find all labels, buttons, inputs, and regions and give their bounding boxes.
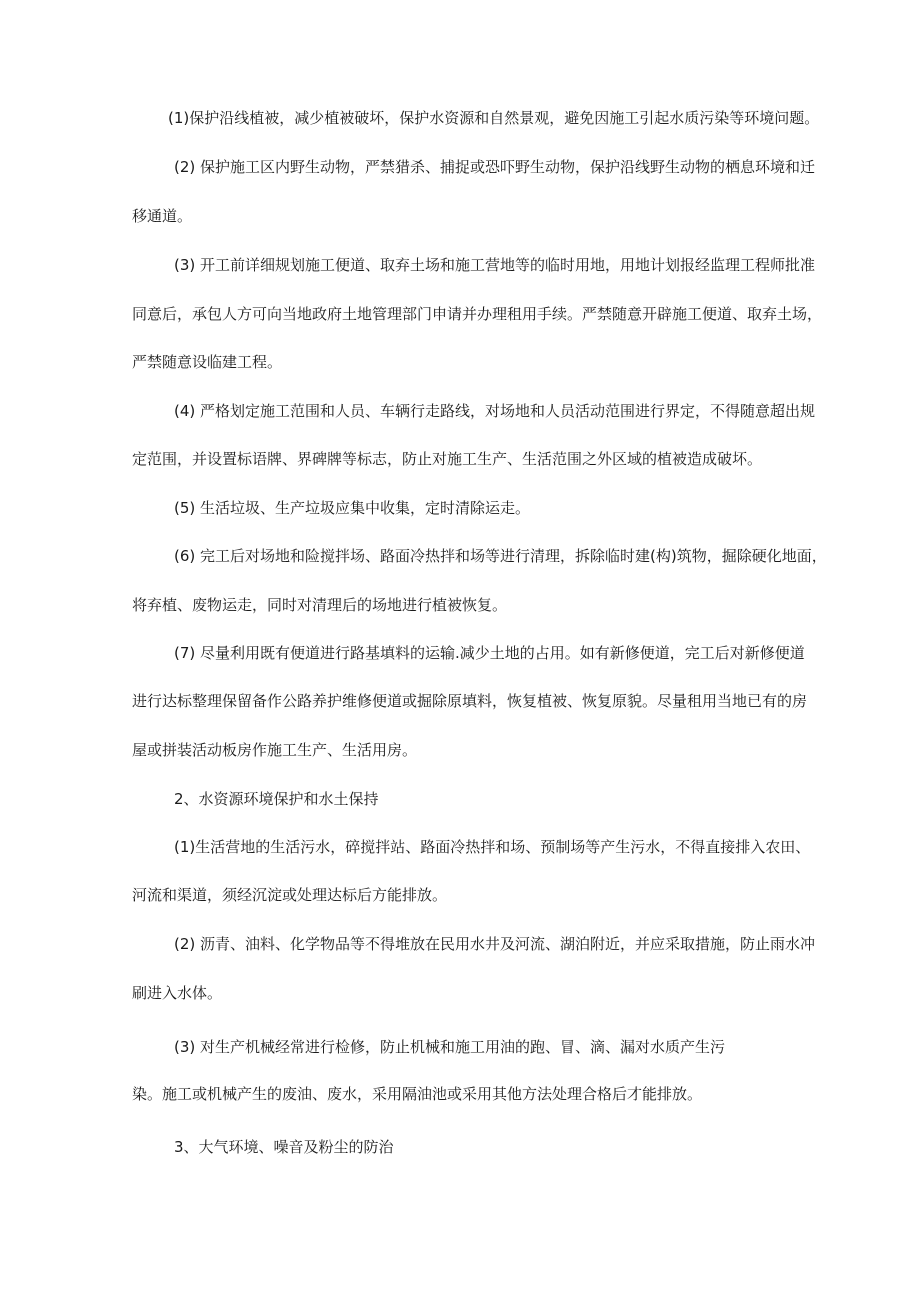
paragraph-line: (7) 尽量利用既有便道进行路基填料的运输.减少土地的占用。如有新修便道，完工后对新修便道 [174,644,805,662]
section-heading: 2、水资源环境保护和水土保持 [174,790,379,808]
paragraph-line: (1)生活营地的生活污水，碎搅拌站、路面冷热拌和场、预制场等产生污水，不得直接排入农田、 [174,838,811,856]
section-heading: 3、大气环境、噪音及粉尘的防治 [174,1138,394,1156]
paragraph-line: (2) 保护施工区内野生动物，严禁猎杀、捕捉或恐吓野生动物，保护沿线野生动物的栖息环境和迁 [174,158,816,176]
paragraph-line: 定范围，并设置标语牌、界碑牌等标志，防止对施工生产、生活范围之外区域的植被造成破坏。 [132,450,763,468]
paragraph-line: 严禁随意设临建工程。 [132,353,283,371]
paragraph-line: (5) 生活垃圾、生产垃圾应集中收集，定时清除运走。 [174,499,531,517]
paragraph-line: (2) 沥青、油料、化学物品等不得堆放在民用水井及河流、湖泊附近，并应采取措施，防止雨水冲 [174,935,816,953]
paragraph-line: 同意后，承包人方可向当地政府土地管理部门申请并办理租用手续。严禁随意开辟施工便道、取弃土场， [132,305,823,323]
paragraph-line: (3) 开工前详细规划施工便道、取弃土场和施工营地等的临时用地，用地计划报经监理工程师批准 [174,256,816,274]
paragraph-line: (4) 严格划定施工范围和人员、车辆行走路线，对场地和人员活动范围进行界定，不得随意超出规 [174,402,816,420]
paragraph-line: 刷进入水体。 [132,984,223,1002]
paragraph-line: 将弃植、废物运走，同时对清理后的场地进行植被恢复。 [132,596,508,614]
paragraph-line: (3) 对生产机械经常进行检修，防止机械和施工用油的跑、冒、滴、漏对水质产生污 [174,1038,726,1056]
paragraph-line: (1)保护沿线植被，减少植被破坏，保护水资源和自然景观，避免因施工引起水质污染等环境问题。 [168,109,820,127]
paragraph-line: 染。施工或机械产生的废油、废水，采用隔油池或采用其他方法处理合格后才能排放。 [132,1085,703,1103]
paragraph-line: 河流和渠道，须经沉淀或处理达标后方能排放。 [132,886,448,904]
paragraph-line: (6) 完工后对场地和险搅拌场、路面冷热拌和场等进行清理，拆除临时建(构)筑物，掘除硬化地面， [174,547,827,565]
paragraph-line: 进行达标整理保留备作公路养护维修便道或掘除原填料，恢复植被、恢复原貌。尽量租用当地已有的房 [132,692,808,710]
paragraph-line: 移通道。 [132,207,193,225]
paragraph-line: 屋或拼装活动板房作施工生产、生活用房。 [132,741,418,759]
